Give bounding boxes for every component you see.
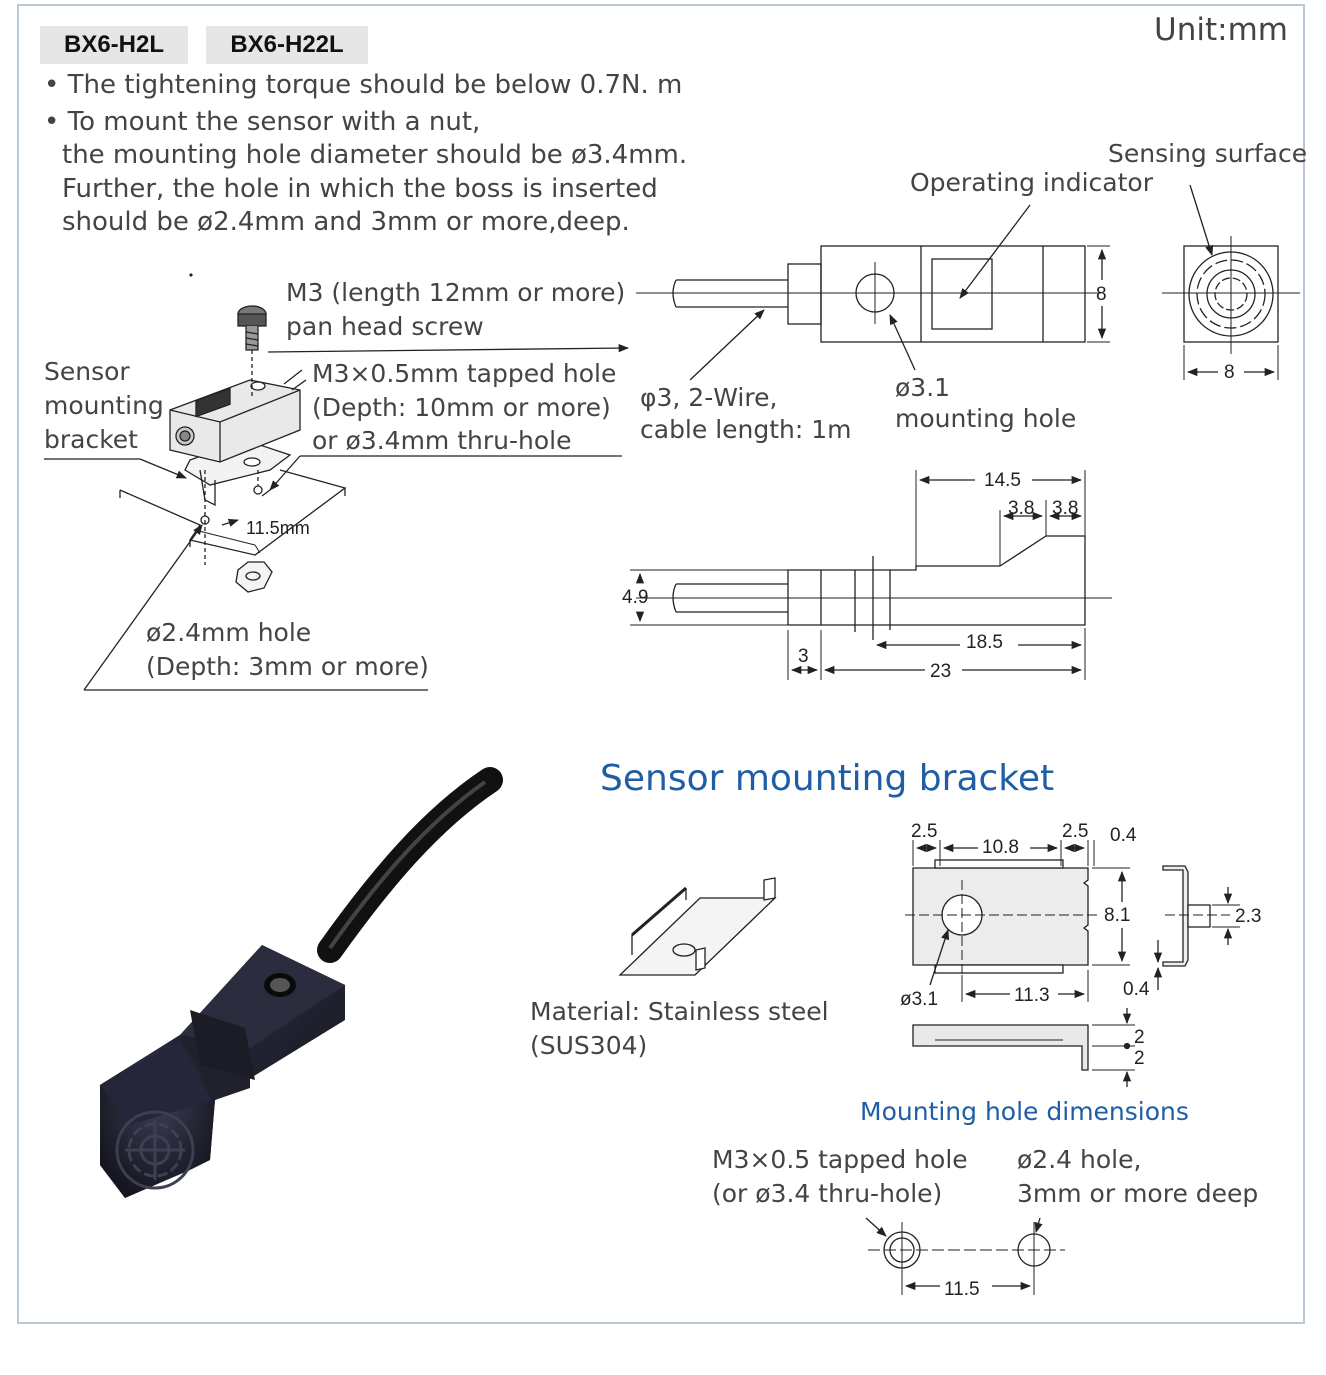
- tapped-hole-spec-2: (or ø3.4 thru-hole): [712, 1179, 943, 1208]
- assembly-spacing-label: 11.5mm: [246, 518, 310, 538]
- bracket-t1-dim: 2: [1134, 1027, 1145, 1048]
- dim-collar: 3: [798, 646, 809, 667]
- boss-hole-spec-1: ø2.4 hole,: [1017, 1145, 1142, 1174]
- mounting-spacing-dim: 11.5: [944, 1279, 980, 1300]
- tapped-hole-label-1: M3×0.5mm tapped hole: [312, 359, 617, 388]
- bracket-thick-dim: 0.4: [1123, 979, 1150, 1000]
- sensor-height-dim: 8: [1096, 284, 1107, 305]
- boss-hole-label-2: (Depth: 3mm or more): [146, 652, 429, 681]
- bracket-hole-dim: ø3.1: [900, 989, 939, 1010]
- bracket-label-3: bracket: [44, 425, 138, 454]
- tapped-hole-label-3: or ø3.4mm thru-hole: [312, 426, 572, 455]
- model-badge-1: BX6-H2L: [40, 26, 188, 64]
- mount-hole-label-1: ø3.1: [895, 373, 951, 402]
- bracket-hole-pos-dim: 11.3: [1014, 985, 1050, 1006]
- product-photo: [100, 780, 490, 1198]
- mount-hole-label-2: mounting hole: [895, 404, 1077, 433]
- bracket-top-view: [905, 840, 1130, 1002]
- sensor-width-dim: 8: [1224, 362, 1235, 383]
- screw-label-2: pan head screw: [286, 312, 484, 341]
- sensor-top-view: [636, 205, 1110, 380]
- operating-indicator-label: Operating indicator: [910, 168, 1153, 197]
- cable-label-2: cable length: 1m: [640, 415, 852, 444]
- material-label-2: (SUS304): [530, 1031, 648, 1060]
- bracket-label-1: Sensor: [44, 357, 130, 386]
- bracket-dim-2: 10.8: [982, 837, 1019, 858]
- bracket-label-2: mounting: [44, 391, 164, 420]
- model-badge-2: BX6-H22L: [206, 26, 368, 64]
- cable-label-1: φ3, 2-Wire,: [640, 383, 778, 412]
- boss-hole-spec-2: 3mm or more deep: [1017, 1179, 1259, 1208]
- screw-label-1: M3 (length 12mm or more): [286, 278, 626, 307]
- tapped-hole-spec-1: M3×0.5 tapped hole: [712, 1145, 968, 1174]
- tapped-hole-label-2: (Depth: 10mm or more): [312, 393, 611, 422]
- sensor-front-view: [1162, 185, 1300, 380]
- bracket-side-view: [1158, 866, 1240, 990]
- mounting-hole-title: Mounting hole dimensions: [860, 1097, 1189, 1126]
- dim-total: 23: [930, 661, 952, 682]
- bracket-front-view: [913, 1008, 1135, 1087]
- note-mount-4: should be ø2.4mm and 3mm or more,deep.: [62, 207, 630, 237]
- bracket-dim-4: 0.4: [1110, 825, 1137, 846]
- bracket-t2-dim: 2: [1134, 1048, 1145, 1069]
- dim-cable-dia: 4.9: [622, 587, 649, 608]
- boss-hole-label-1: ø2.4mm hole: [146, 618, 312, 647]
- bracket-dim-3: 2.5: [1062, 821, 1089, 842]
- bracket-height-dim: 8.1: [1104, 905, 1131, 926]
- note-torque: • The tightening torque should be below 0.7N. m: [44, 70, 683, 100]
- sensor-side-view: [630, 470, 1112, 680]
- dim-body: 18.5: [966, 632, 1003, 653]
- note-mount-3: Further, the hole in which the boss is inserted: [62, 174, 658, 204]
- note-mount-1: • To mount the sensor with a nut,: [44, 107, 481, 137]
- bracket-3d-view: [620, 878, 775, 975]
- sensing-surface-label: Sensing surface: [1108, 139, 1308, 168]
- dim-step-2: 3.8: [1052, 498, 1079, 519]
- note-mount-2: the mounting hole diameter should be ø3.4mm.: [62, 140, 688, 170]
- dim-step-1: 3.8: [1008, 498, 1035, 519]
- material-label-1: Material: Stainless steel: [530, 997, 829, 1026]
- bracket-dim-1: 2.5: [911, 821, 938, 842]
- bracket-section-title: Sensor mounting bracket: [600, 758, 1055, 799]
- dim-total-top: 14.5: [984, 470, 1021, 491]
- unit-label: Unit:mm: [1154, 12, 1288, 48]
- bracket-side-dim: 2.3: [1235, 906, 1262, 927]
